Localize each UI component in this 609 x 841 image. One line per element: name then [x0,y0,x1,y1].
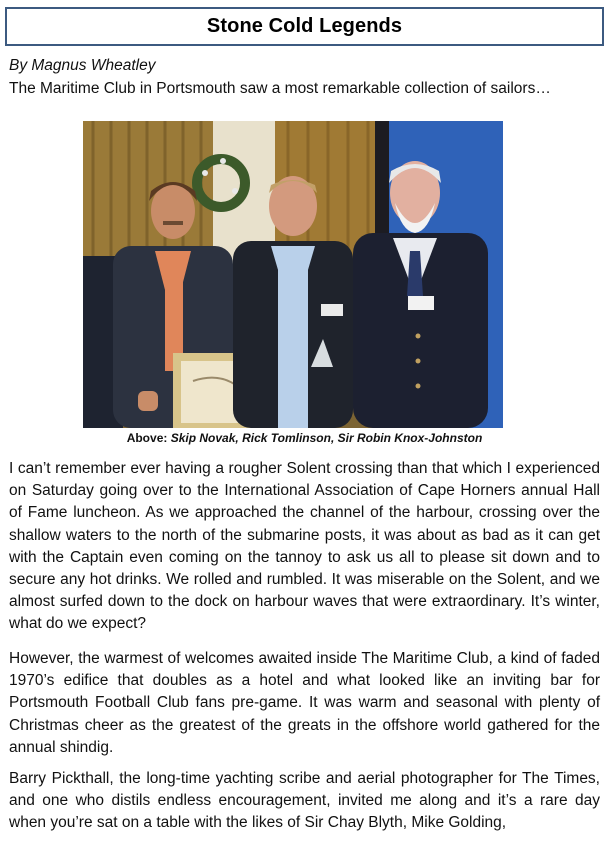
article-title: Stone Cold Legends [206,15,403,37]
byline: By Magnus Wheatley [9,57,156,74]
photo-caption [0,431,609,445]
body-paragraph: However, the warmest of welcomes awaited inside The Maritime Club, a kind of faded 1970’s edifice that doubles as a hotel and what looked like an inviting bar for Portsmouth Football Club fans pre-game. It was warm and seasonal with plenty of Christmas cheer as the greatest of the greats in the offshore world gathered for the annual shindig. [9,650,600,756]
lead-paragraph: The Maritime Club in Portsmouth saw a most remarkable collection of sailors… [9,80,551,97]
caption-names: Skip Novak, Rick Tomlinson, Sir Robin Knox-Johnston [170,431,483,445]
body-paragraph: I can’t remember ever having a rougher Solent crossing than that which I experienced on Saturday going over to the International Association of Cape Horners annual Hall of Fame luncheon. As we approached the channel of the harbour, crossing over the shallow waters to the north of the submarine posts, it was about as bad as it can get with the Captain even coming on the tannoy to ask us all to please sit down and to secure any hot drinks. We rolled and rumbled. It was miserable on the Solent, and we almost surfed down to the dock on harbour waves that were extraordinary. It’s winter, what do we expect? [9,460,600,633]
body-paragraph: Barry Pickthall, the long-time yachting scribe and aerial photographer for The Times, and one who distils endless encouragement, invited me along and it’s a rare day when you’re sat on a table with the likes of Sir Chay Blyth, Mike Golding, [9,770,600,832]
caption-prefix: Above: [126,431,171,445]
article-photo [83,121,503,428]
photo-illustration [83,121,503,428]
title-box [5,7,604,46]
